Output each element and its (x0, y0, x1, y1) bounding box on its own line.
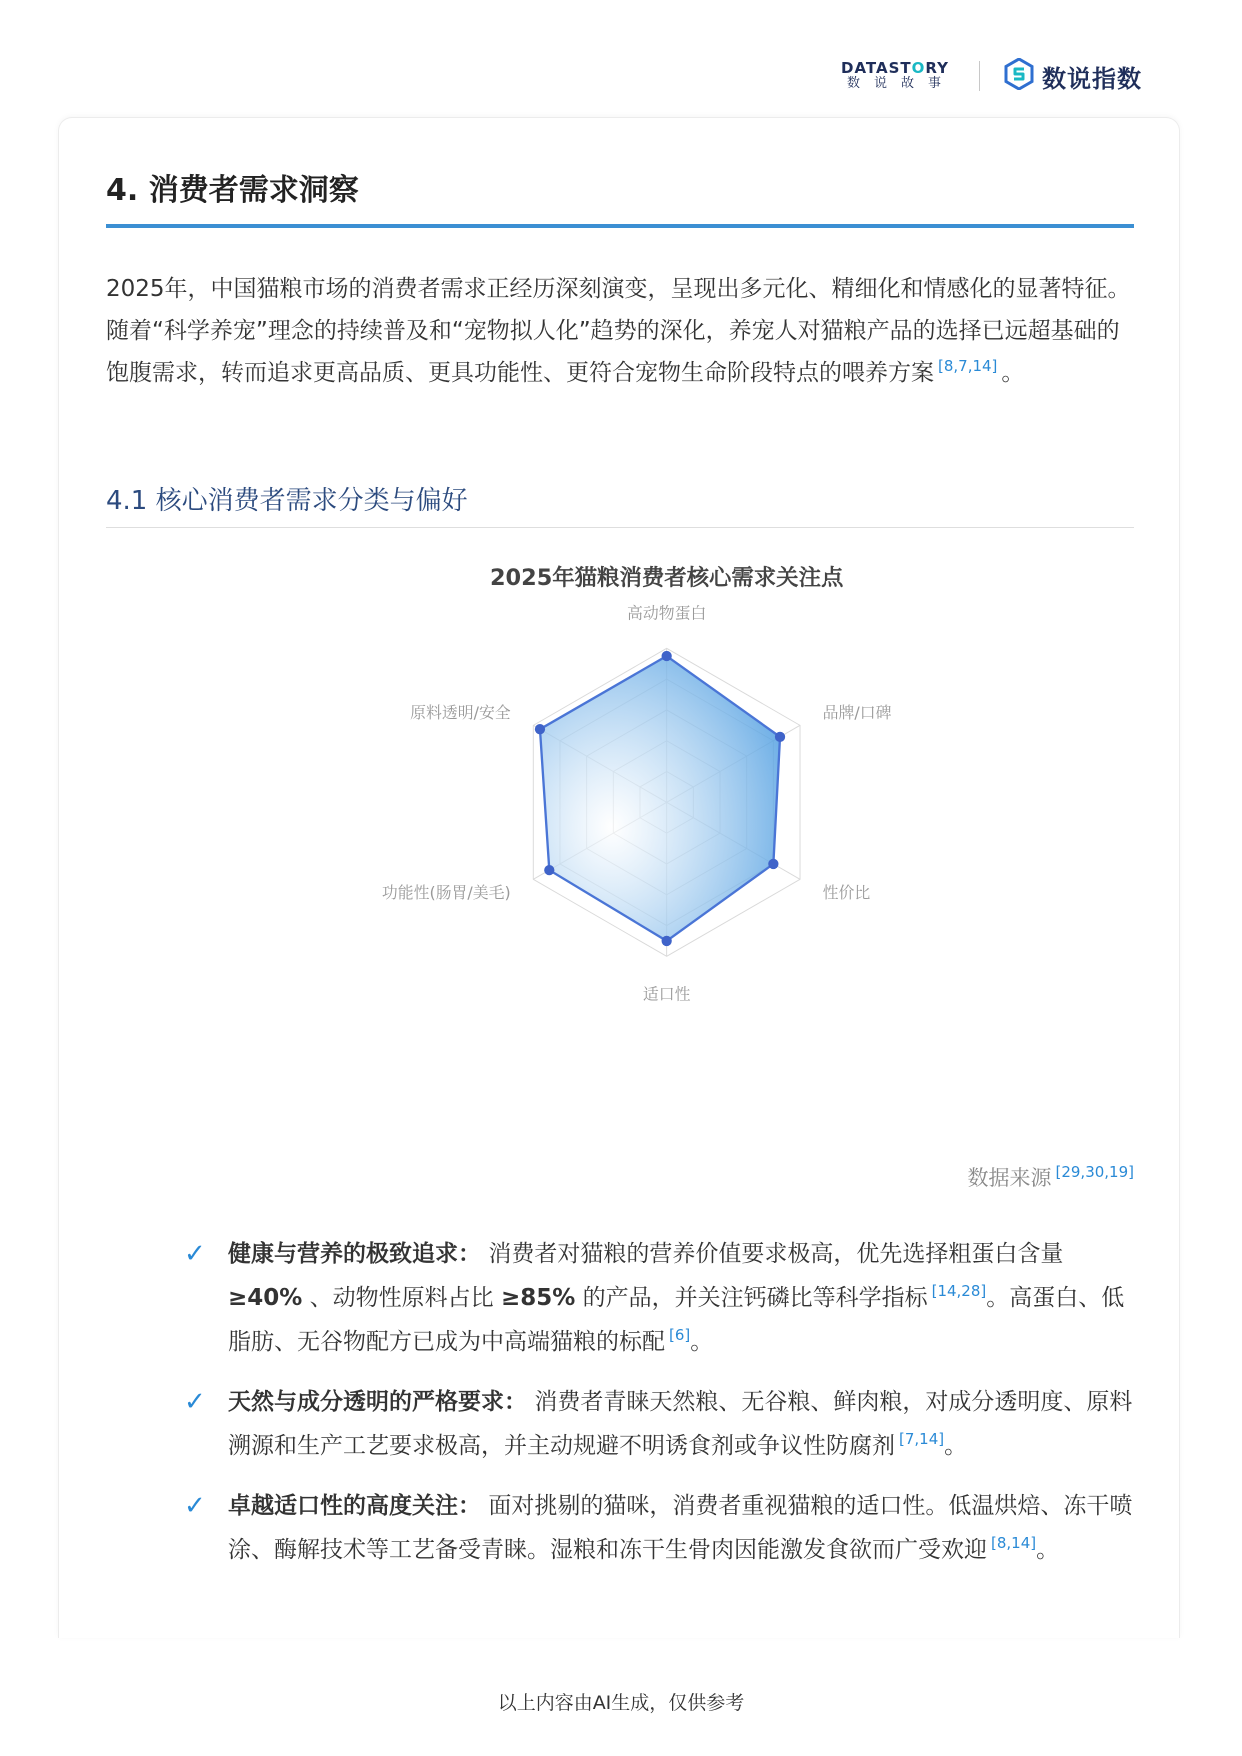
bullet-text: 。 (690, 1329, 714, 1355)
data-source-label: 数据来源 (967, 1166, 1052, 1190)
bullet-item (184, 1380, 1134, 1468)
radar-axis-label: 功能性(肠胃/美毛) (381, 883, 511, 902)
radar-axis-label: 高动物蛋白 (627, 603, 707, 623)
logo-divider (979, 61, 980, 91)
subsection-rule (106, 527, 1134, 528)
bullet-citation[interactable]: [14,28] (931, 1282, 987, 1301)
section-title: 4. 消费者需求洞察 (106, 173, 359, 208)
intro-paragraph (106, 268, 1136, 394)
index-logo[interactable] (1004, 58, 1142, 94)
radar-axis-label: 品牌/口碑 (822, 702, 892, 722)
bullet-item (184, 1484, 1134, 1572)
bullet-heading: 天然与成分透明的严格要求： (228, 1389, 527, 1415)
datastory-logo[interactable] (835, 60, 955, 92)
radar-data-point (768, 859, 778, 869)
bullet-citation[interactable]: [7,14] (899, 1430, 945, 1449)
bullet-item (184, 1232, 1134, 1364)
check-icon: ✓ (184, 1387, 206, 1417)
radar-data-point (775, 732, 785, 742)
section-title-rule (106, 224, 1134, 228)
index-logo-icon (1004, 58, 1034, 94)
bullet-text: 面对挑剔的猫咪，消费者重视猫粮的适口性。低温烘焙、冻干喷涂、酶解技术等工艺备受青睐。湿粮和冻干生骨肉因能激发食欲而广受欢迎 (228, 1493, 1133, 1563)
needs-bullet-list (184, 1232, 1134, 1588)
intro-citation[interactable]: [8,7,14] (938, 357, 998, 376)
bullet-text: 。 (944, 1433, 968, 1459)
bullet-text: 、动物性原料占比 (302, 1285, 501, 1311)
header-logos (835, 56, 1142, 96)
bullet-text: 。高蛋白、低脂肪、无谷物配方已成为中高端猫粮的标配 (228, 1285, 1125, 1355)
datastory-logo-zh: 数说故事 (846, 76, 955, 91)
bullet-text: 消费者青睐天然粮、无谷粮、鲜肉粮，对成分透明度、原料溯源和生产工艺要求极高，并主动规避不明诱食剂或争议性防腐剂 (228, 1389, 1133, 1459)
bullet-text: ≥85% (500, 1285, 576, 1311)
radar-series-area (540, 656, 780, 941)
subsection-title: 4.1 核心消费者需求分类与偏好 (106, 486, 468, 516)
check-icon: ✓ (184, 1491, 206, 1521)
radar-axis-label: 适口性 (642, 984, 691, 1004)
bullet-citation[interactable]: [6] (669, 1326, 691, 1345)
radar-chart (300, 555, 940, 1115)
radar-data-point (535, 724, 545, 734)
chart-title: 2025年猫粮消费者核心需求关注点 (489, 564, 844, 591)
intro-tail: 。 (1001, 360, 1025, 386)
bullet-text: 。 (1036, 1537, 1060, 1563)
check-icon: ✓ (184, 1239, 206, 1269)
bullet-heading: 卓越适口性的高度关注： (228, 1493, 481, 1519)
bullet-citation[interactable]: [8,14] (991, 1534, 1037, 1553)
index-logo-text: 数说指数 (1042, 64, 1142, 93)
radar-data-point (544, 865, 554, 875)
bullet-text: 消费者对猫粮的营养价值要求极高，优先选择粗蛋白含量 (488, 1241, 1064, 1267)
bullet-text: ≥40% (228, 1285, 303, 1311)
intro-text: 2025年，中国猫粮市场的消费者需求正经历深刻演变，呈现出多元化、精细化和情感化的显著特征。随着“科学养宠”理念的持续普及和“宠物拟人化”趋势的深化，养宠人对猫粮产品的选择已远超基础的饱腹需求，转而追求更高品质、更具功能性、更符合宠物生命阶段特点的喂养方案 (106, 276, 1131, 386)
ai-disclaimer: 以上内容由AI生成，仅供参考 (497, 1692, 745, 1714)
radar-chart-svg (300, 555, 940, 1115)
radar-data-point (662, 651, 672, 661)
radar-data-point (662, 936, 672, 946)
radar-axis-label: 原料透明/安全 (410, 702, 511, 722)
data-source-citation[interactable]: [29,30,19] (1055, 1163, 1134, 1181)
data-source (967, 1162, 1134, 1192)
bullet-text: 的产品，并关注钙磷比等科学指标 (575, 1285, 928, 1311)
radar-axis-label: 性价比 (822, 883, 871, 902)
datastory-logo-en: DATASTORY (841, 59, 949, 77)
bullet-heading: 健康与营养的极致追求： (228, 1241, 481, 1267)
